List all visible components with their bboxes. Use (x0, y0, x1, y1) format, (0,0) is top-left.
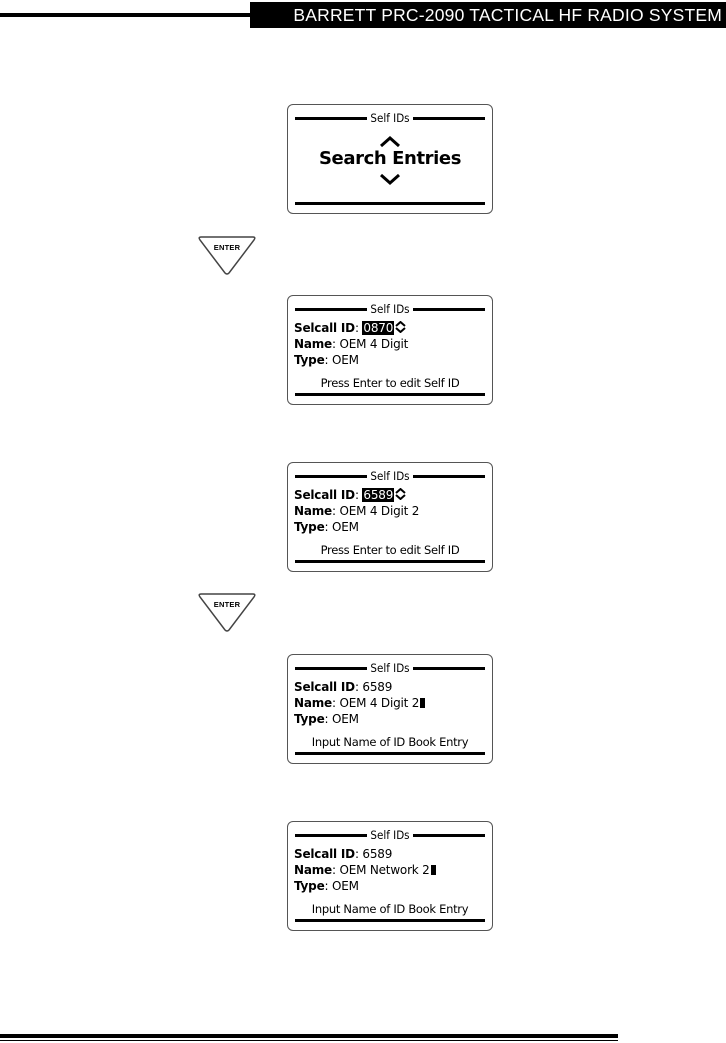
type-value: OEM (331, 879, 359, 893)
enter-key[interactable] (196, 235, 258, 277)
selcall-row: Selcall ID: 0870 (294, 321, 406, 336)
type-row: Type: OEM (294, 712, 359, 726)
selcall-label: Selcall ID (294, 488, 355, 502)
name-row: Name: OEM 4 Digit 2 (294, 696, 425, 711)
name-value: OEM Network 2 (339, 863, 430, 877)
selcall-value: 6589 (363, 488, 394, 502)
selcall-value: 6589 (362, 680, 393, 694)
screen-bottom-rule (295, 919, 485, 922)
name-row: Name: OEM Network 2 (294, 863, 436, 878)
chevron-up-icon (379, 135, 401, 148)
search-entries-label: Search Entries (318, 148, 462, 169)
selcall-label: Selcall ID (294, 680, 355, 694)
name-value: OEM 4 Digit (339, 337, 409, 351)
screen-title-row (295, 828, 485, 842)
selcall-value: 6589 (362, 847, 393, 861)
name-row: Name: OEM 4 Digit 2 (294, 504, 420, 518)
enter-key-shape (196, 235, 258, 277)
screen-hint: Press Enter to edit Self ID (320, 543, 460, 557)
type-row: Type: OEM (294, 879, 359, 893)
screen-title: Self IDs (370, 111, 410, 125)
name-label: Name (294, 504, 332, 518)
text-cursor (431, 865, 436, 875)
screen-title: Self IDs (370, 661, 410, 675)
selcall-value: 0870 (363, 321, 394, 335)
lcd-screen-selfid-2 (287, 462, 493, 572)
lcd-screen-selfid-1 (287, 295, 493, 405)
screen-title-row (295, 469, 485, 483)
lcd-screen-edit-name-2 (287, 821, 493, 931)
screen-bottom-rule (295, 752, 485, 755)
type-value: OEM (331, 353, 359, 367)
lcd-screen-edit-name-1 (287, 654, 493, 764)
screen-bottom-rule (295, 393, 485, 396)
type-row: Type: OEM (294, 520, 359, 534)
name-label: Name (294, 696, 332, 710)
selcall-label: Selcall ID (294, 321, 355, 335)
screen-hint: Press Enter to edit Self ID (320, 376, 460, 390)
type-value: OEM (331, 520, 359, 534)
name-label: Name (294, 863, 332, 877)
name-value: OEM 4 Digit 2 (339, 504, 420, 518)
selcall-row: Selcall ID: 6589 (294, 847, 393, 861)
enter-key-shape (196, 592, 258, 634)
selcall-row: Selcall ID: 6589 (294, 488, 406, 503)
type-value: OEM (331, 712, 359, 726)
type-row: Type: OEM (294, 353, 359, 367)
screen-title-row (295, 661, 485, 675)
header-rule (0, 13, 250, 17)
screen-hint: Input Name of ID Book Entry (311, 735, 469, 749)
screen-title-row (295, 302, 485, 316)
chevron-down-icon (379, 173, 401, 186)
selcall-label: Selcall ID (294, 847, 355, 861)
lcd-screen-search (287, 104, 493, 214)
up-down-arrow-icon (395, 321, 406, 333)
text-cursor (420, 698, 425, 708)
name-label: Name (294, 337, 332, 351)
name-row: Name: OEM 4 Digit (294, 337, 409, 351)
type-label: Type (294, 520, 325, 534)
type-label: Type (294, 353, 325, 367)
enter-key[interactable] (196, 592, 258, 634)
footer-rule-thin (0, 1040, 618, 1041)
screen-bottom-rule (295, 202, 485, 205)
enter-key-label: ENTER (213, 600, 241, 609)
screen-title: Self IDs (370, 469, 410, 483)
screen-title: Self IDs (370, 828, 410, 842)
screen-bottom-rule (295, 560, 485, 563)
enter-key-label: ENTER (213, 243, 241, 252)
type-label: Type (294, 712, 325, 726)
screen-hint: Input Name of ID Book Entry (311, 902, 469, 916)
name-value: OEM 4 Digit 2 (339, 696, 420, 710)
up-down-arrow-icon (395, 488, 406, 500)
screen-title: Self IDs (370, 302, 410, 316)
screen-title-row (295, 111, 485, 125)
page-header-title: BARRETT PRC-2090 TACTICAL HF RADIO SYSTEM (250, 2, 726, 28)
footer-rule (0, 1034, 618, 1038)
type-label: Type (294, 879, 325, 893)
selcall-row: Selcall ID: 6589 (294, 680, 393, 694)
